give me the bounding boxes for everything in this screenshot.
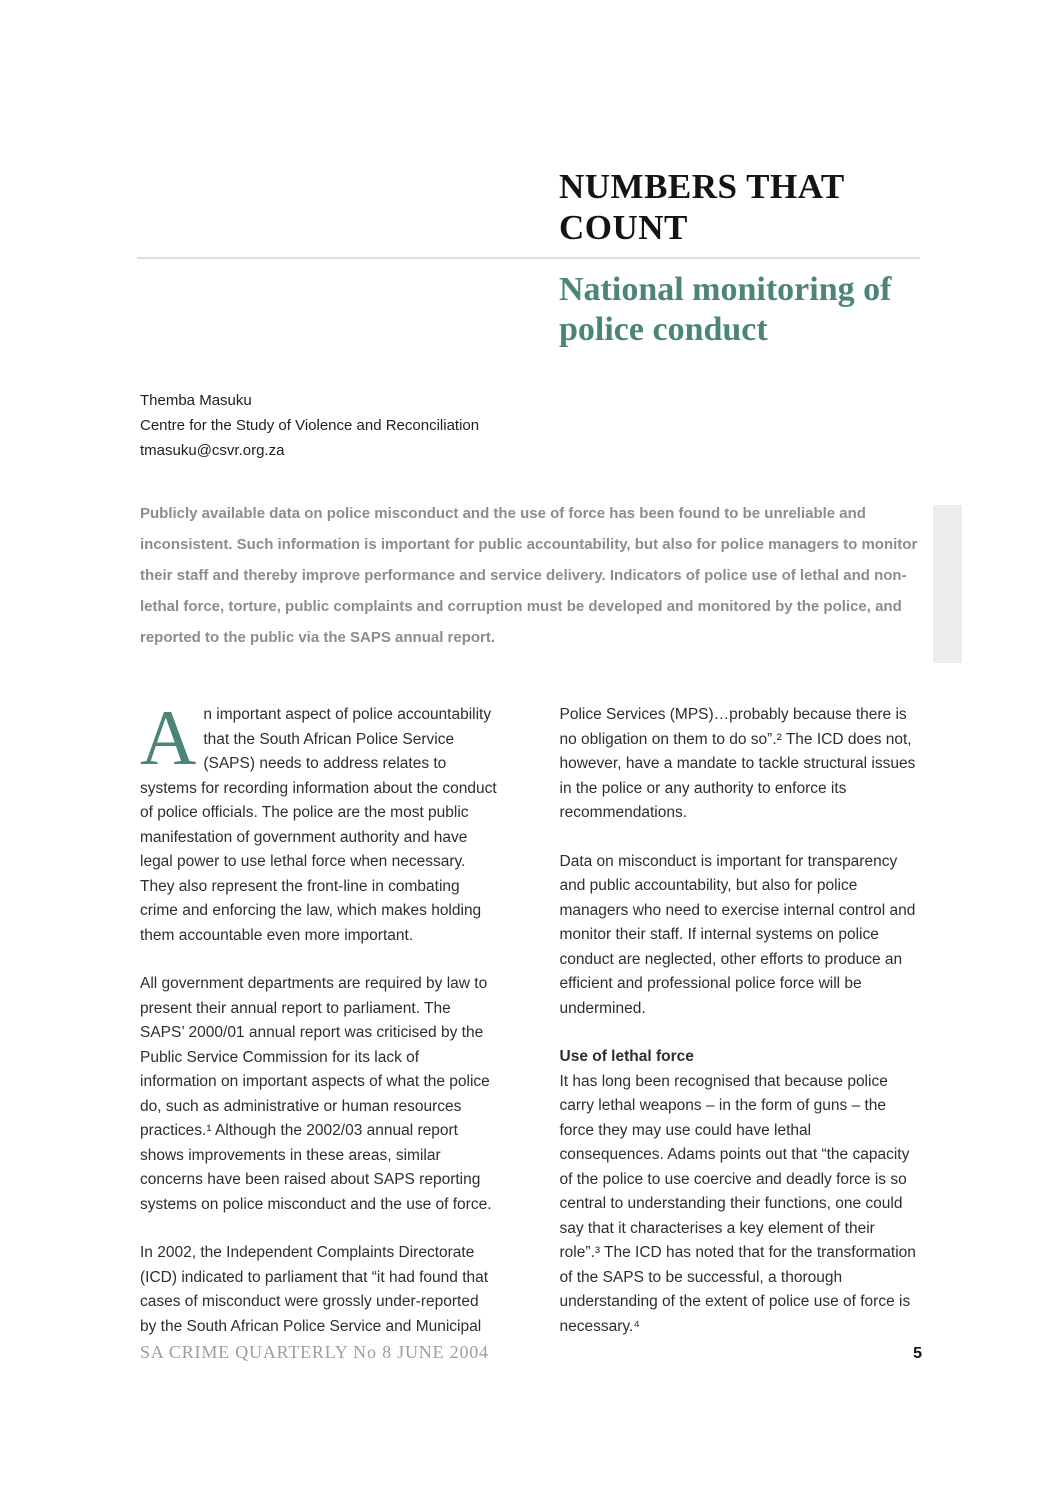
journal-title-footer: SA CRIME QUARTERLY No 8 JUNE 2004 (140, 1342, 489, 1362)
paragraph-text: n important aspect of police accountability that the South African Police Service (SAPS) needs to address relates to systems for recording information about the conduct of police officials. The police are the most public manifestation of government authority and have legal power to use lethal force when necessary. They also represent the front-line in combating crime and enforcing the law, which makes holding them accountable even more important. (140, 706, 497, 944)
page-number: 5 (913, 1345, 922, 1362)
drop-cap: A (140, 694, 197, 781)
author-name: Themba Masuku (140, 392, 252, 409)
section-heading-use-of-lethal-force: Use of lethal force (559, 1048, 694, 1065)
author-block (140, 388, 479, 463)
right-column (560, 703, 919, 1339)
standfirst-side-bar (933, 505, 962, 663)
paragraph: Police Services (MPS)…probably because there is no obligation on them to do so”.² The ICD does not, however, have a mandate to tackle structural issues in the police or any authority to enforce its recommendations. (559, 706, 916, 821)
standfirst-paragraph: Publicly available data on police misconduct and the use of force has been found to be unreliable and inconsistent. Such information is important for public accountability, but also for police managers to monitor their staff and thereby improve performance and service delivery. Indicators of police use of lethal and non-lethal force, torture, public complaints and corruption must be developed and monitored by the police, and reported to the public via the SAPS annual report. (140, 505, 918, 646)
paragraph: Data on misconduct is important for transparency and public accountability, but also for police managers who need to exercise internal control and monitor their staff. If internal systems on police conduct are neglected, other efforts to produce an efficient and professional police force will be undermined. (559, 852, 916, 1017)
author-email: tmasuku@csvr.org.za (140, 442, 285, 459)
paragraph (140, 694, 499, 948)
page-footer (140, 1342, 922, 1363)
paragraph: In 2002, the Independent Complaints Directorate (ICD) indicated to parliament that “it had found that cases of misconduct were grossly under-reported by the South African Police Service and Municipal (140, 1244, 489, 1335)
article-subtitle: National monitoring of police conduct (559, 271, 892, 348)
article-body (140, 694, 918, 1339)
paragraph: It has long been recognised that because police carry lethal weapons – in the form of guns – the force they may use could have lethal consequences. Adams points out that “the capacity of the police to use coercive and deadly force is so central to understanding their functions, one could say that it characterises a key element of their role”.³ The ICD has noted that for the transformation of the SAPS to be successful, a thorough understanding of the extent of police use of force is necessary.⁴ (559, 1072, 916, 1335)
masthead (559, 166, 899, 248)
author-affiliation: Centre for the Study of Violence and Reconciliation (140, 417, 480, 434)
paragraph: All government departments are required by law to present their annual report to parliament. The SAPS’ 2000/01 annual report was criticised by the Public Service Commission for its lack of information on important aspects of what the police do, such as administrative or human resources practices.¹ Although the 2002/03 annual report shows improvements in these areas, similar concerns have been raised about SAPS reporting systems on police misconduct and the use of force. (140, 975, 492, 1213)
page-title: NUMBERS THAT COUNT (559, 167, 845, 247)
title-divider-rule (137, 257, 920, 259)
left-column (140, 694, 499, 1339)
